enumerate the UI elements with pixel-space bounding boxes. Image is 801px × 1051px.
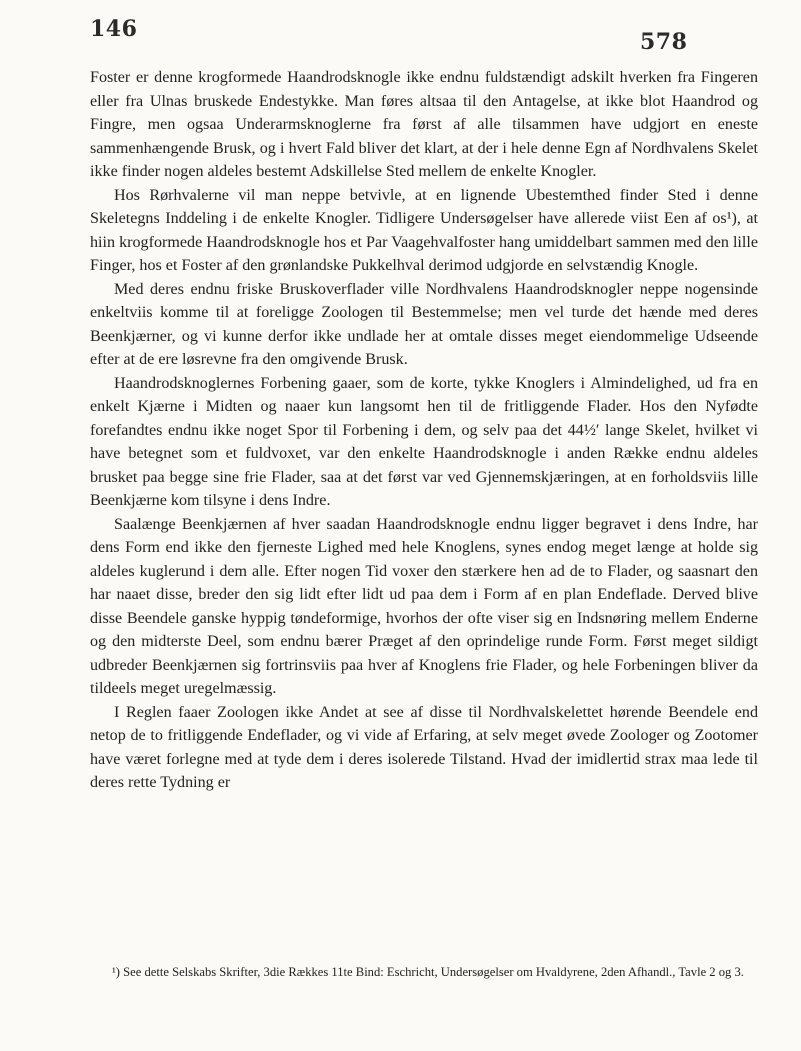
footnote: ¹) See dette Selskabs Skrifter, 3die Rækkes 11te Bind: Eschricht, Undersøgelser om Hvaldyrene, 2den Afhandl., Tavle 2 og 3. <box>112 965 744 979</box>
paragraph-1: Foster er denne krogformede Haandrodsknogle ikke endnu fuldstændigt adskilt hverken fra Fingeren eller fra Ulnas bruskede Endestykke. Man føres altsaa til den Antagelse, at ikke blot Haandrod og Fingre, men ogsaa Underarmsknoglerne fra først af alle tilsammen have udgjort en eneste sammenhængende Brusk, og i hvert Fald bliver det klart, at der i hele denne Egn af Nordhvalens Skelet ikke finder nogen aldeles bestemt Adskillelse Sted mellem de enkelte Knogler. <box>90 69 758 180</box>
page-number-right: 578 <box>640 29 688 55</box>
paragraph-2: Hos Rørhvalerne vil man neppe betvivle, at en lignende Ubestemthed finder Sted i denne Skeletegns Inddeling i de enkelte Knogler. Tidligere Undersøgelser have allerede viist Een af os¹), at hiin krogformede Haandrodsknogle hos et Par Vaagehvalfoster hang umiddelbart sammen med den lille Finger, hos et Foster af den grønlandske Pukkelhval derimod udgjorde en selvstændig Knogle. <box>90 186 758 274</box>
paragraph-5: Saalænge Beenkjærnen af hver saadan Haandrodsknogle endnu ligger begravet i dens Indre, har dens Form end ikke den fjerneste Lighed med hele Knoglens, synes endog meget længe at holde sig aldeles kuglerund i dem alle. Efter nogen Tid voxer den stærkere hen ad de to Flader, og saasnart den har naaet disse, breder den sig lidt efter lidt ud paa dem i Form af en plan Endeflade. Derved blive disse Beendele ganske hyppig tøndeformige, hvorhos der ofte viser sig en Indsnøring mellem Enderne og den midterste Deel, som endnu bærer Præget af den oprindelige runde Form. Først meget sildigt udbreder Beenkjærnen sig fortrinsviis paa hver af Knoglens frie Flader, og hele Forbeningen bliver da tildeels meget uregelmæssig. <box>90 515 758 697</box>
body-text <box>90 66 758 795</box>
paragraph-6: I Reglen faaer Zoologen ikke Andet at see af disse til Nordhvalskelettet hørende Beendele end netop de to fritliggende Endeflader, og vi vide af Erfaring, at selv meget øvede Zoologer og Zootomer have været forlegne med at tyde dem i deres isolerede Tilstand. Hvad der imidlertid strax maa lede til deres rette Tydning er <box>90 703 758 791</box>
paragraph-4: Haandrodsknoglernes Forbening gaaer, som de korte, tykke Knoglers i Almindelighed, ud fra en enkelt Kjærne i Midten og naaer kun langsomt hen til de fritliggende Flader. Hos den Nyfødte forefandtes endnu ikke noget Spor til Forbening i dem, og selv paa det 44½′ lange Skelet, hvilket vi have betegnet som et fuldvoxet, var den enkelte Haandrodsknogle i anden Række endnu aldeles brusket paa begge sine frie Flader, saa at det først var ved Gjennemskjæringen, at en forholdsviis lille Beenkjærne kom tilsyne i dens Indre. <box>90 374 758 509</box>
paragraph-3: Med deres endnu friske Bruskoverflader ville Nordhvalens Haandrodsknogler neppe nogensinde enkeltviis komme til at foreligge Zoologen til Bestemmelse; men vel turde det hænde med deres Beenkjærner, og vi kunne derfor ikke undlade her at omtale disses meget eiendommelige Udseende efter at de ere løsrevne fra den omgivende Brusk. <box>90 280 758 368</box>
page-number-left: 146 <box>90 16 138 42</box>
